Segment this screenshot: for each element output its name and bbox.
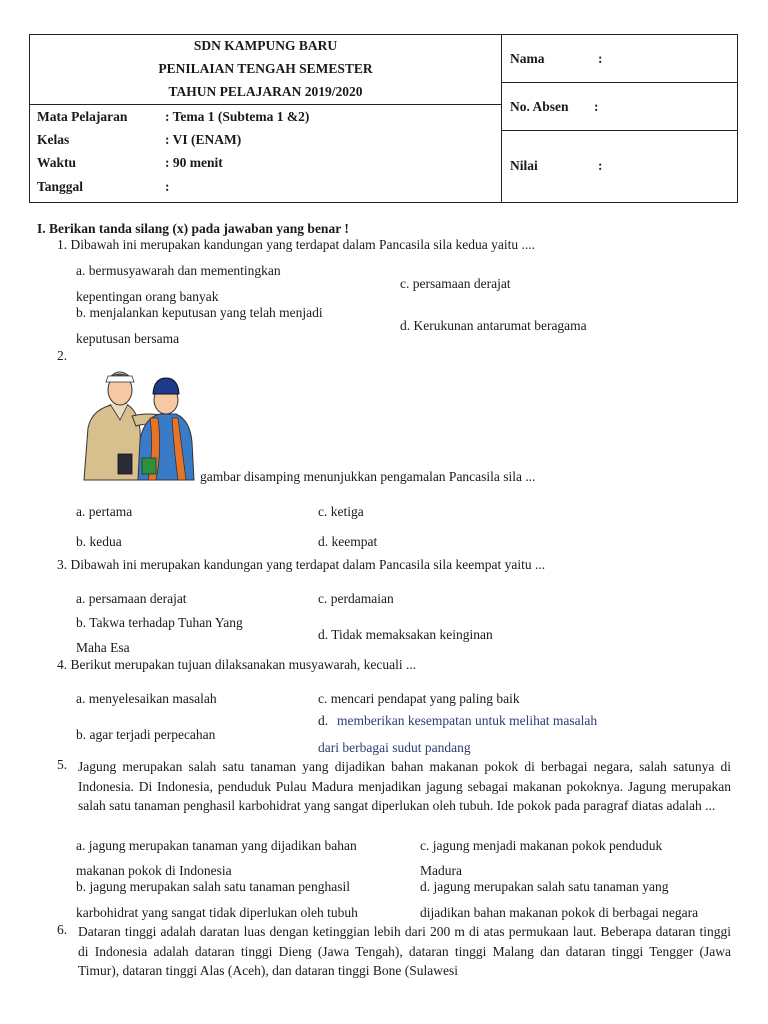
field-value-time: : 90 menit	[165, 155, 223, 170]
q4-option-b[interactable]: b. agar terjadi perpecahan	[76, 727, 216, 742]
q4-option-a[interactable]: a. menyelesaikan masalah	[76, 691, 217, 706]
field-label-date: Tanggal	[37, 179, 84, 194]
q4-option-d[interactable]: memberikan kesempatan untuk melihat masalah	[337, 713, 598, 728]
q5-option-d[interactable]: d. jagung merupakan salah satu tanaman yang	[420, 879, 669, 894]
right-divider-2	[501, 130, 738, 131]
question-3: 3. Dibawah ini merupakan kandungan yang terdapat dalam Pancasila sila keempat yaitu ...	[57, 557, 546, 572]
q3-option-a[interactable]: a. persamaan derajat	[76, 591, 187, 606]
question-5-number: 5.	[57, 757, 68, 772]
school-year: TAHUN PELAJARAN 2019/2020	[168, 84, 363, 99]
question-2-number: 2.	[57, 348, 68, 363]
section-title: I. Berikan tanda silang (x) pada jawaban yang benar !	[37, 221, 349, 236]
q2-option-b[interactable]: b. kedua	[76, 534, 122, 549]
score-label: Nilai	[510, 158, 538, 173]
q5-option-a-cont: makanan pokok di Indonesia	[76, 863, 232, 878]
q5-option-c[interactable]: c. jagung menjadi makanan pokok penduduk	[420, 838, 663, 853]
question-1: 1. Dibawah ini merupakan kandungan yang terdapat dalam Pancasila sila kedua yaitu ....	[57, 237, 535, 252]
q3-option-b[interactable]: b. Takwa terhadap Tuhan Yang	[76, 615, 243, 630]
question-6-text: Dataran tinggi adalah daratan luas dengan ketinggian lebih dari 200 m di atas permukaan laut. Beberapa dataran tinggi di Indonesia adalah dataran tinggi Dieng (Jawa Tengah), dataran tinggi Malang dan dataran tinggi Tengger (Jawa Timur), dataran tinggi Alas (Aceh), dan dataran tinggi Bone (Sulawesi	[78, 924, 731, 978]
name-colon[interactable]: :	[598, 51, 603, 66]
question-5-text: Jagung merupakan salah satu tanaman yang dijadikan bahan makanan pokok di berbagai negara, salah satunya di Indonesia. Di Indonesia, penduduk Pulau Madura menjadikan jagung sebagai makanan pokoknya. Jagung merupakan salah satu tanaman penghasil karbohidrat yang sangat diperlukan oleh tubuh. Ide pokok pada paragraf diatas adalah ...	[78, 759, 731, 813]
q5-option-a[interactable]: a. jagung merupakan tanaman yang dijadikan bahan	[76, 838, 357, 853]
q5-option-b-cont: karbohidrat yang sangat tidak diperlukan oleh tubuh	[76, 905, 358, 920]
field-label-subject: Mata Pelajaran	[37, 109, 128, 124]
q2-option-a[interactable]: a. pertama	[76, 504, 133, 519]
q2-caption: gambar disamping menunjukkan pengamalan Pancasila sila ...	[200, 469, 536, 484]
q2-option-d[interactable]: d. keempat	[318, 534, 378, 549]
school-name: SDN KAMPUNG BARU	[193, 38, 338, 53]
q5-option-b[interactable]: b. jagung merupakan salah satu tanaman penghasil	[76, 879, 351, 894]
question-6-number: 6.	[57, 922, 68, 937]
q3-option-b-cont: Maha Esa	[76, 640, 130, 655]
q1-option-b[interactable]: b. menjalankan keputusan yang telah menjadi	[76, 305, 323, 320]
field-label-time: Waktu	[37, 155, 77, 170]
q1-option-d[interactable]: d. Kerukunan antarumat beragama	[400, 318, 587, 333]
q1-option-a[interactable]: a. bermusyawarah dan mementingkan	[76, 263, 281, 278]
field-value-subject: : Tema 1 (Subtema 1 &2)	[165, 109, 310, 124]
q4-option-d-cont: dari berbagai sudut pandang	[318, 740, 471, 755]
exam-title: PENILAIAN TENGAH SEMESTER	[158, 61, 373, 76]
score-colon[interactable]: :	[598, 158, 603, 173]
q4-option-c[interactable]: c. mencari pendapat yang paling baik	[318, 691, 520, 706]
q5-option-c-cont: Madura	[420, 863, 462, 878]
right-divider-1	[501, 82, 738, 83]
field-value-class: : VI (ENAM)	[165, 132, 242, 147]
q4-option-d-prefix[interactable]: d.	[318, 713, 329, 728]
question-4: 4. Berikut merupakan tujuan dilaksanakan musyawarah, kecuali ...	[57, 657, 417, 672]
q1-option-c[interactable]: c. persamaan derajat	[400, 276, 511, 291]
q1-option-a-cont: kepentingan orang banyak	[76, 289, 219, 304]
q2-option-c[interactable]: c. ketiga	[318, 504, 364, 519]
absen-colon[interactable]: :	[594, 99, 599, 114]
field-value-date: :	[165, 179, 170, 194]
pancasila-illustration	[82, 360, 197, 482]
q1-option-b-cont: keputusan bersama	[76, 331, 180, 346]
q3-option-d[interactable]: d. Tidak memaksakan keinginan	[318, 627, 493, 642]
field-label-class: Kelas	[37, 132, 70, 147]
q3-option-c[interactable]: c. perdamaian	[318, 591, 394, 606]
q5-option-d-cont: dijadikan bahan makanan pokok di berbagai negara	[420, 905, 699, 920]
name-label: Nama	[510, 51, 545, 66]
header-divider	[29, 104, 502, 105]
absen-label: No. Absen	[510, 99, 569, 114]
